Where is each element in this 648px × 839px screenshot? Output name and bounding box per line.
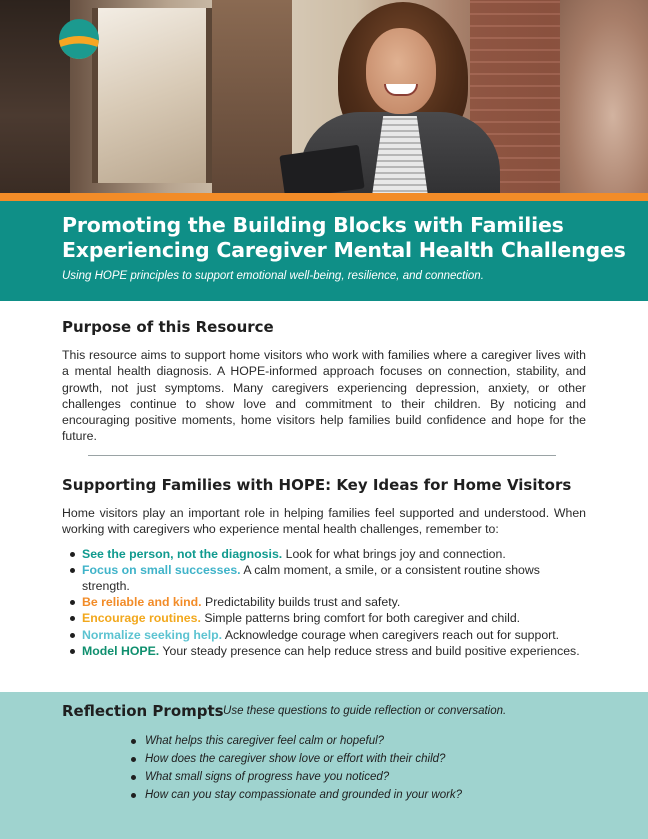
title-band [0,201,648,301]
bullet-icon [70,649,75,654]
bullet-icon [70,633,75,638]
idea-text: Your steady presence can help reduce stress and build positive experiences. [159,643,580,658]
reflection-heading: Reflection Prompts [62,702,224,720]
idea-text: Look for what brings joy and connection. [282,546,506,561]
idea-keyword: See the person, not the diagnosis. [82,546,283,561]
idea-text: A calm moment, a smile, or a consistent routine shows strength. [82,562,540,593]
key-ideas-heading: Supporting Families with HOPE: Key Ideas for Home Visitors [62,476,572,494]
reflection-note: - Use these questions to guide reflection or conversation. [216,705,507,717]
prompt-text: How can you stay compassionate and grounded in your work? [145,789,463,801]
list-item [62,643,586,659]
key-ideas-list [62,546,586,659]
photo-blurred-person [560,0,648,193]
prompt-text: What helps this caregiver feel calm or hopeful? [145,735,385,747]
idea-text: Simple patterns bring comfort for both caregiver and child. [200,611,521,626]
list-item [130,732,462,750]
bullet-icon [70,552,75,557]
purpose-heading: Purpose of this Resource [62,318,274,336]
list-item [130,786,462,804]
photo-person-face [366,28,436,114]
page-subtitle: Using HOPE principles to support emotional well-being, resilience, and connection. [62,270,484,282]
list-item [130,750,462,768]
bullet-icon [131,775,136,780]
idea-text: Predictability builds trust and safety. [201,595,401,610]
prompt-text: How does the caregiver show love or effort with their child? [145,753,446,765]
idea-keyword: Be reliable and kind. [82,595,202,610]
list-item [62,546,586,562]
bullet-icon [70,616,75,621]
section-divider [88,455,556,456]
accent-bar [0,193,648,201]
bullet-icon [70,568,75,573]
idea-text: Acknowledge courage when caregivers reach out for support. [222,627,560,642]
list-item [62,610,586,626]
purpose-section [62,318,586,445]
idea-keyword: Normalize seeking help. [82,627,223,642]
list-item [62,627,586,643]
hero-photo [0,0,648,193]
bullet-icon [70,600,75,605]
bullet-icon [131,757,136,762]
reflection-prompts-list [130,732,462,804]
bullet-icon [131,739,136,744]
list-item [62,594,586,610]
title-line-2: Experiencing Caregiver Mental Health Challenges [62,238,626,262]
list-item [62,562,586,594]
prompt-text: What small signs of progress have you noticed? [145,771,390,783]
idea-keyword: Focus on small successes. [82,562,241,577]
purpose-body: This resource aims to support home visitors who work with families where a caregiver lives with a mental health diagnosis. A HOPE-informed approach focuses on connection, stability, and growth, not just symptoms. Many caregivers experiencing depression, anxiety, or other challenges continue to show love and commitment to their children. By noticing and encouraging positive moments, home visitors help families build confidence and hope for the future. [62,348,586,444]
photo-window-pane [92,8,212,183]
list-item [130,768,462,786]
idea-keyword: Model HOPE. [82,643,160,658]
title-line-1: Promoting the Building Blocks with Families [62,213,564,237]
photo-folder [279,145,364,193]
idea-keyword: Encourage routines. [82,611,201,626]
bullet-icon [131,793,136,798]
hope-logo-icon [56,16,102,62]
key-ideas-section [62,476,586,659]
page-title [62,213,648,263]
reflection-band [0,692,648,839]
key-ideas-intro: Home visitors play an important role in helping families feel supported and understood. When working with caregivers who experience mental health challenges, remember to: [62,506,586,537]
